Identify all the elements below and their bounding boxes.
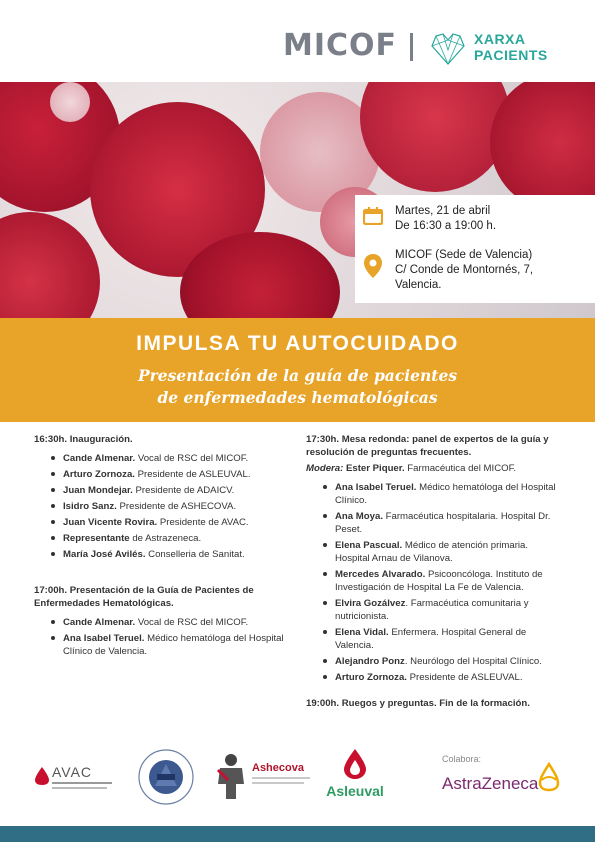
speaker-role: Presidente de AVAC. (157, 517, 249, 528)
section-closing-title: 19:00h. Ruegos y preguntas. Fin de la formación. (306, 698, 530, 709)
speaker-role: Farmacéutica hospitalaria. Hospital Dr. Peset. (335, 511, 551, 535)
speaker-name: Mercedes Alvarado. (335, 569, 426, 580)
speaker-name: Ana Moya. (335, 511, 383, 522)
speaker-item (51, 516, 289, 529)
speaker-role: Presidente de ASLEUVAL. (406, 672, 523, 683)
speaker-role: de Astrazeneca. (129, 533, 202, 544)
speaker-item (51, 616, 289, 629)
header (0, 0, 595, 80)
xarxa-pacients-logo (474, 31, 548, 63)
adaicv-logo (137, 748, 197, 808)
speaker-name: Representante (63, 533, 130, 544)
speaker-item (323, 568, 562, 594)
moderator-label: Modera: (306, 463, 344, 474)
moderator-name: Ester Piquer. (343, 463, 405, 474)
speaker-role: Médico hematóloga del Hospital Clínico. (335, 482, 556, 506)
speaker-name: Isidro Sanz. (63, 501, 117, 512)
speaker-item (323, 481, 562, 507)
speaker-role: . Farmacéutica comunitaria y nutricionista. (335, 598, 529, 622)
speaker-role: Vocal de RSC del MICOF. (135, 453, 249, 464)
hero-image-red-cells (0, 82, 595, 318)
section-roundtable-title: 17:30h. Mesa redonda: panel de expertos de la guía y resolución de preguntas frecuentes. (306, 434, 549, 458)
calendar-icon (363, 207, 383, 225)
blood-drop-icon (34, 766, 50, 786)
program-left-column (34, 433, 289, 661)
ashecova-logo (214, 752, 314, 802)
sponsor-logos (0, 740, 595, 810)
micof-logo: MICOF (283, 28, 398, 63)
colabora-label: Colabora: (442, 754, 482, 764)
avac-text: AVAC (52, 764, 93, 780)
event-place-line1: MICOF (Sede de Valencia) (395, 249, 533, 261)
moderator-desc: Farmacéutica del MICOF. (404, 463, 517, 474)
location-pin-icon (363, 253, 383, 279)
speaker-name: Cande Almenar. (63, 617, 136, 628)
title-banner (0, 318, 595, 422)
speaker-item (323, 539, 562, 565)
speaker-role: Psicooncóloga. Instituto de Investigación de Hospital La Fe de Valencia. (335, 569, 543, 593)
footer-bar (0, 826, 595, 842)
speaker-role: . Neurólogo del Hospital Clínico. (404, 656, 542, 667)
asleuval-text: Asleuval (326, 783, 384, 799)
speaker-role: Conselleria de Sanitat. (145, 549, 245, 560)
section-inauguration-title: 16:30h. Inauguración. (34, 434, 133, 445)
speaker-item (51, 548, 289, 561)
event-place-line3: Valencia. (395, 279, 442, 291)
inauguration-speakers (51, 452, 289, 561)
speaker-item (51, 500, 289, 513)
avac-logo (34, 760, 124, 800)
astrazeneca-text: AstraZeneca (442, 774, 539, 793)
speaker-item (51, 532, 289, 545)
ashecova-text: Ashecova (252, 762, 304, 774)
event-place-line2: C/ Conde de Montornés, 7, (395, 264, 534, 276)
speaker-role: Presidente de ASHECOVA. (116, 501, 237, 512)
subtitle-line2: de enfermedades hematológicas (157, 388, 438, 407)
event-info-box (355, 195, 595, 303)
xarxa-text: XARXA (474, 31, 526, 47)
pacients-text: PACIENTS (474, 47, 548, 63)
speaker-item (51, 452, 289, 465)
speaker-name: Elena Vidal. (335, 627, 389, 638)
event-date: Martes, 21 de abril (395, 205, 491, 217)
moderator-line (306, 462, 562, 475)
section-presentation-title: 17:00h. Presentación de la Guía de Pacientes de Enfermedades Hematológicas. (34, 585, 254, 609)
speaker-name: Elena Pascual. (335, 540, 403, 551)
speaker-item (323, 655, 562, 668)
speaker-role: Enfermera. Hospital General de Valencia. (335, 627, 527, 651)
speaker-name: Arturo Zornoza. (63, 469, 135, 480)
speaker-role: Médico hematóloga del Hospital Clínico de Valencia. (63, 633, 284, 657)
speaker-item (323, 510, 562, 536)
ashecova-figure-icon (214, 752, 248, 800)
asleuval-logo (320, 748, 390, 808)
speaker-name: Elvira Gozálvez (335, 598, 406, 609)
speaker-item (51, 484, 289, 497)
speaker-role: Vocal de RSC del MICOF. (135, 617, 249, 628)
astrazeneca-logo (442, 754, 562, 804)
speaker-role: Médico de atención primaria. Hospital Arnau de Vilanova. (335, 540, 529, 564)
speaker-item (323, 671, 562, 684)
speaker-item (323, 597, 562, 623)
adaicv-seal-icon (137, 748, 195, 806)
logo-divider (410, 33, 413, 61)
speaker-item (323, 626, 562, 652)
presentation-speakers (51, 616, 289, 658)
main-title: IMPULSA TU AUTOCUIDADO (136, 332, 459, 355)
speaker-name: Ana Isabel Teruel. (335, 482, 417, 493)
speaker-name: María José Avilés. (63, 549, 146, 560)
speaker-name: Cande Almenar. (63, 453, 136, 464)
speaker-name: Juan Vicente Rovira. (63, 517, 158, 528)
speaker-name: Alejandro Ponz (335, 656, 405, 667)
speaker-name: Arturo Zornoza. (335, 672, 407, 683)
speaker-item (51, 632, 289, 658)
speaker-name: Juan Mondejar. (63, 485, 133, 496)
speaker-role: Presidente de ADAICV. (132, 485, 235, 496)
heart-network-icon (428, 28, 468, 68)
speaker-item (51, 468, 289, 481)
speaker-name: Ana Isabel Teruel. (63, 633, 145, 644)
asleuval-drop-icon (342, 748, 368, 780)
subtitle-line1: Presentación de la guía de pacientes (137, 366, 458, 385)
program-right-column (306, 433, 562, 710)
speaker-role: Presidente de ASLEUVAL. (134, 469, 251, 480)
roundtable-speakers (323, 481, 562, 684)
event-time: De 16:30 a 19:00 h. (395, 220, 497, 232)
astrazeneca-symbol-icon (536, 762, 562, 792)
